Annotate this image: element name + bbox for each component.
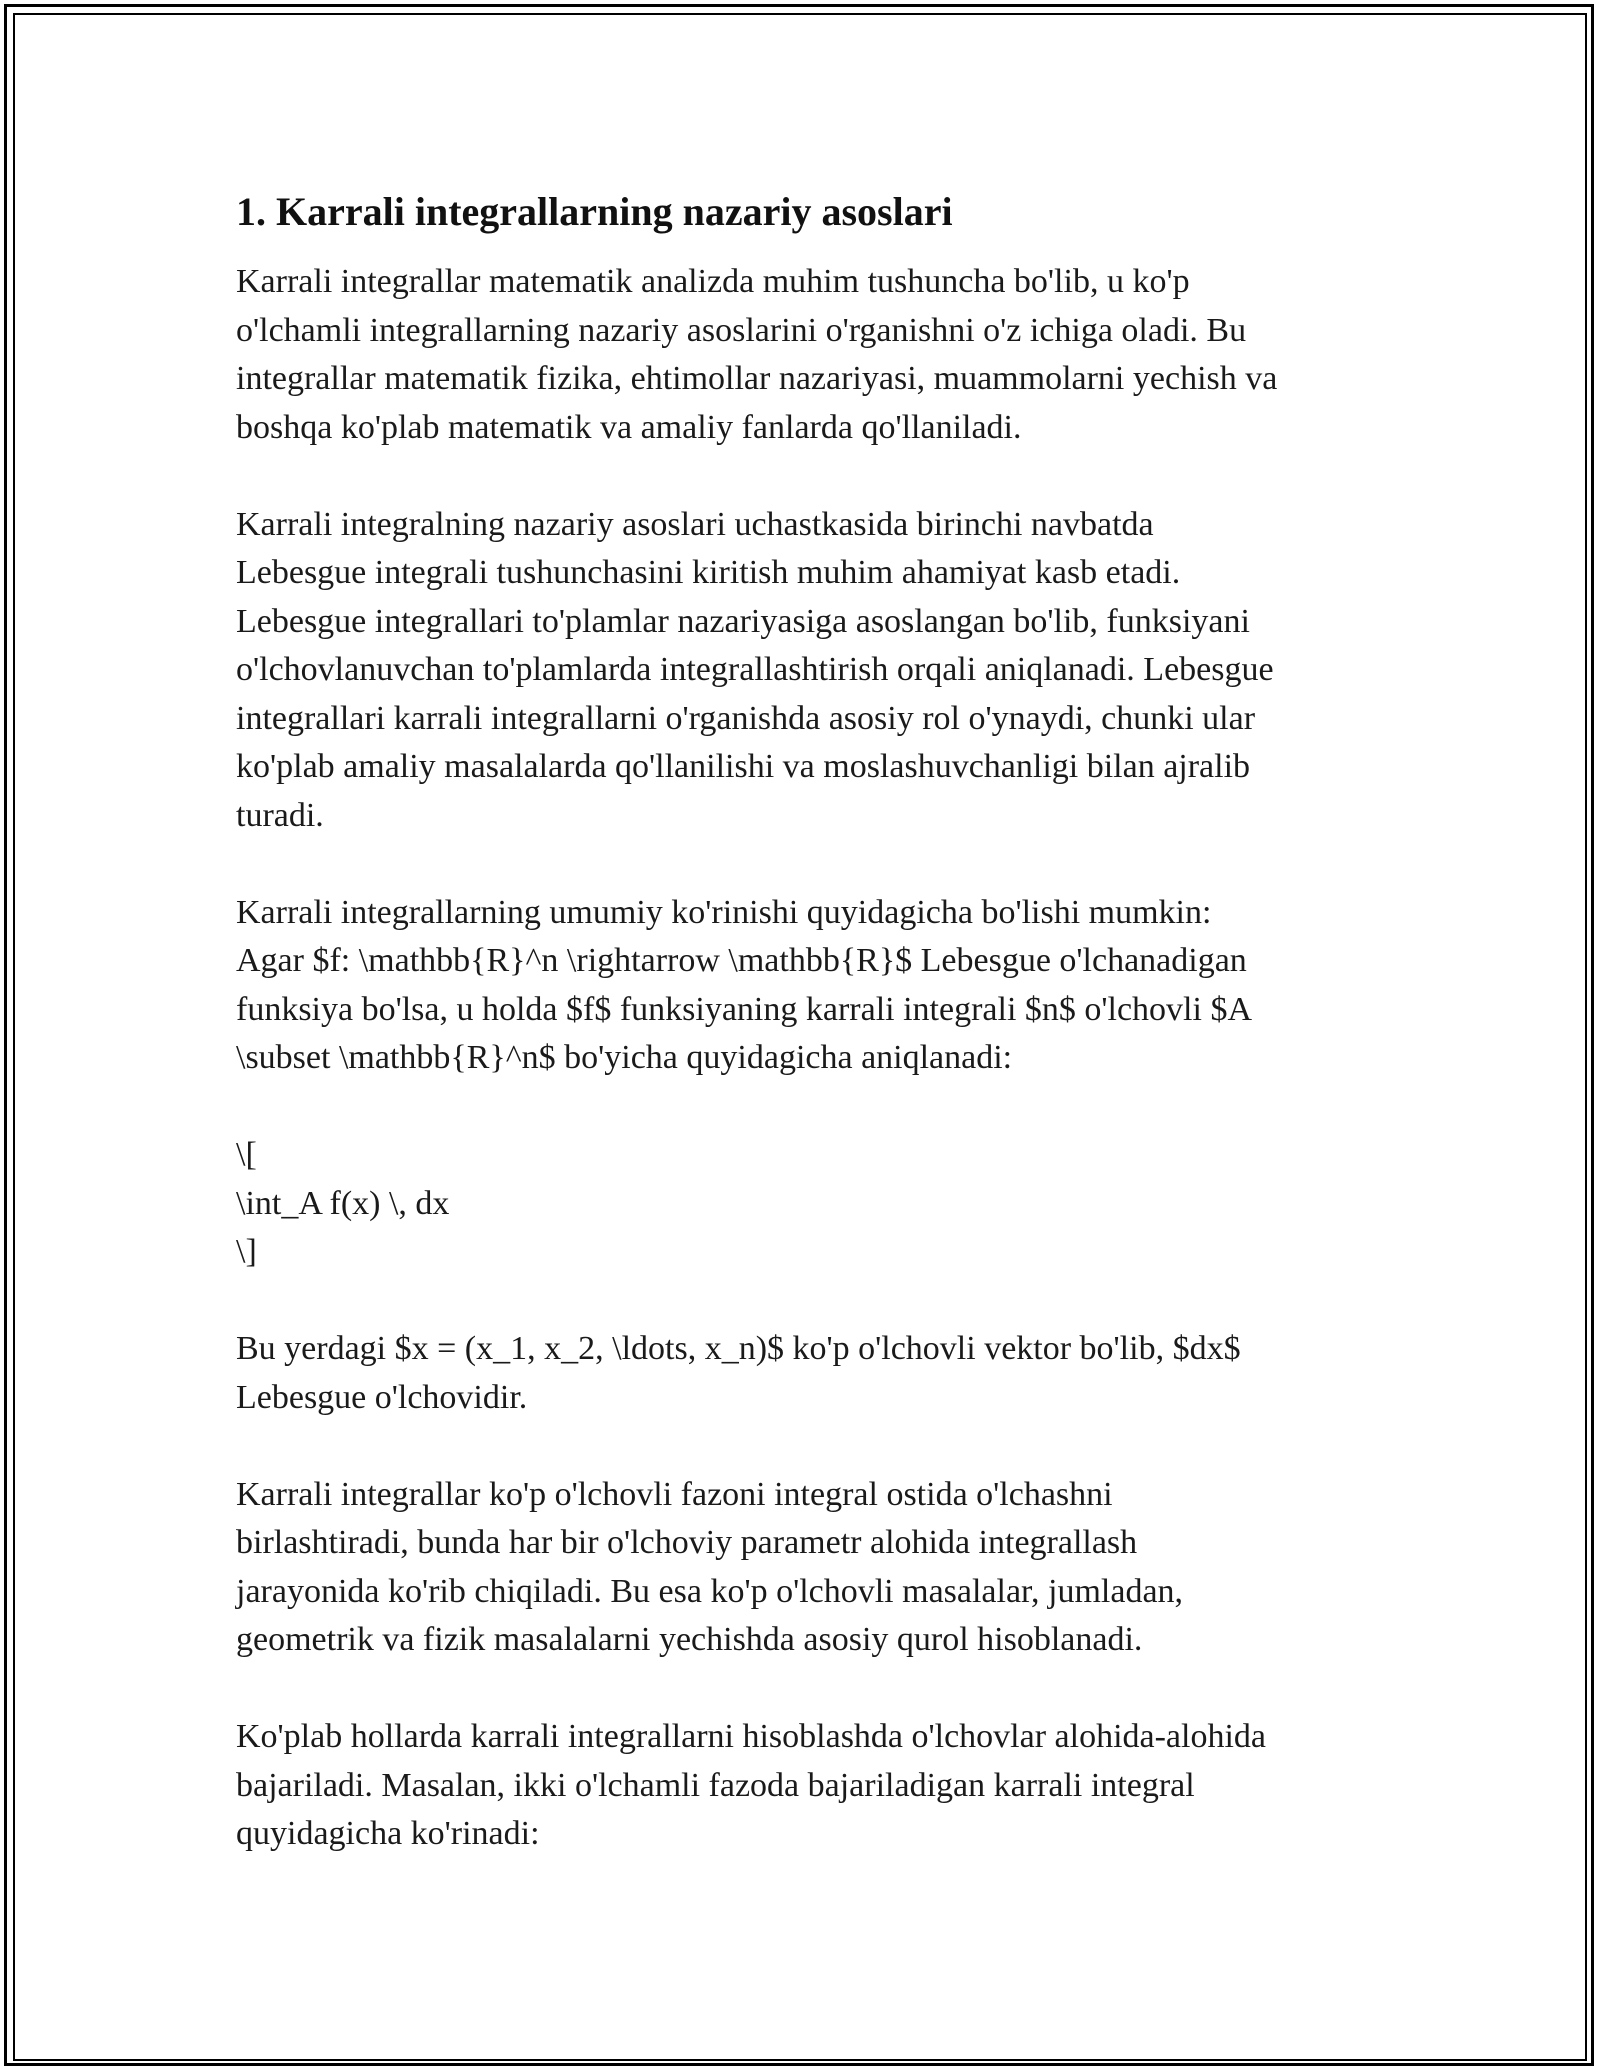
text-line: o'lchovlanuvchan to'plamlarda integrallashtirish orqali aniqlanadi. Lebesgue bbox=[236, 651, 1274, 688]
paragraph-general-form bbox=[236, 889, 1366, 1083]
text-line: funksiya bo'lsa, u holda $f$ funksiyaning karrali integrali $n$ o'lchovli $A bbox=[236, 990, 1252, 1028]
text-line: Lebesgue o'lchovidir. bbox=[236, 1378, 528, 1416]
text-line: geometrik va fizik masalalarni yechishda asosiy qurol hisoblanadi. bbox=[236, 1621, 1143, 1658]
text-line: o'lchamli integrallarning nazariy asoslarini o'rganishni o'z ichiga oladi. Bu bbox=[236, 311, 1247, 349]
text-line: Karrali integralning nazariy asoslari uchastkasida birinchi navbatda bbox=[236, 505, 1154, 543]
text-line: Karrali integrallar ko'p o'lchovli fazoni integral ostida o'lchashni bbox=[236, 1475, 1113, 1513]
text-line: ko'plab amaliy masalalarda qo'llanilishi va moslashuvchanligi bilan ajralib bbox=[236, 748, 1251, 785]
paragraph-vector-definition bbox=[236, 1325, 1366, 1422]
text-line: \subset \mathbb{R}^n$ bo'yicha quyidagicha aniqlanadi: bbox=[236, 1039, 1013, 1076]
math-line: \int_A f(x) \, dx bbox=[236, 1184, 450, 1222]
paragraph-lebesgue bbox=[236, 501, 1366, 841]
text-line: Agar $f: \mathbb{R}^n \rightarrow \mathbb{R}$ Lebesgue o'lchanadigan bbox=[236, 942, 1247, 979]
paragraph-multidimensional bbox=[236, 1471, 1366, 1665]
text-line: bajariladi. Masalan, ikki o'lchamli fazoda bajariladigan karrali integral bbox=[236, 1766, 1195, 1804]
math-display-block bbox=[236, 1131, 1366, 1277]
math-line: \] bbox=[236, 1233, 257, 1270]
text-line: Karrali integrallarning umumiy ko'rinishi quyidagicha bo'lishi mumkin: bbox=[236, 893, 1212, 931]
text-line: integrallari karrali integrallarni o'rganishda asosiy rol o'ynaydi, chunki ular bbox=[236, 699, 1256, 737]
math-line: \[ bbox=[236, 1136, 257, 1173]
text-line: birlashtiradi, bunda har bir o'lchoviy parametr alohida integrallash bbox=[236, 1524, 1138, 1561]
text-line: integrallar matematik fizika, ehtimollar nazariyasi, muammolarni yechish va bbox=[236, 360, 1278, 397]
text-line: turadi. bbox=[236, 796, 324, 834]
text-line: Bu yerdagi $x = (x_1, x_2, \ldots, x_n)$ ko'p o'lchovli vektor bo'lib, $dx$ bbox=[236, 1330, 1241, 1367]
text-line: Karrali integrallar matematik analizda muhim tushuncha bo'lib, u ko'p bbox=[236, 263, 1190, 300]
text-line: Lebesgue integrali tushunchasini kiritish muhim ahamiyat kasb etadi. bbox=[236, 554, 1181, 591]
paragraph-intro bbox=[236, 258, 1366, 452]
text-line: quyidagicha ko'rinadi: bbox=[236, 1815, 540, 1852]
paragraph-two-dimensional bbox=[236, 1713, 1366, 1859]
text-line: Ko'plab hollarda karrali integrallarni hisoblashda o'lchovlar alohida-alohida bbox=[236, 1718, 1267, 1755]
section-heading: 1. Karrali integrallarning nazariy asoslari bbox=[236, 189, 953, 234]
text-line: Lebesgue integrallari to'plamlar nazariyasiga asoslangan bo'lib, funksiyani bbox=[236, 602, 1250, 640]
document-body bbox=[236, 186, 1366, 1907]
text-line: boshqa ko'plab matematik va amaliy fanlarda qo'llaniladi. bbox=[236, 408, 1022, 446]
text-line: jarayonida ko'rib chiqiladi. Bu esa ko'p o'lchovli masalalar, jumladan, bbox=[236, 1572, 1184, 1610]
